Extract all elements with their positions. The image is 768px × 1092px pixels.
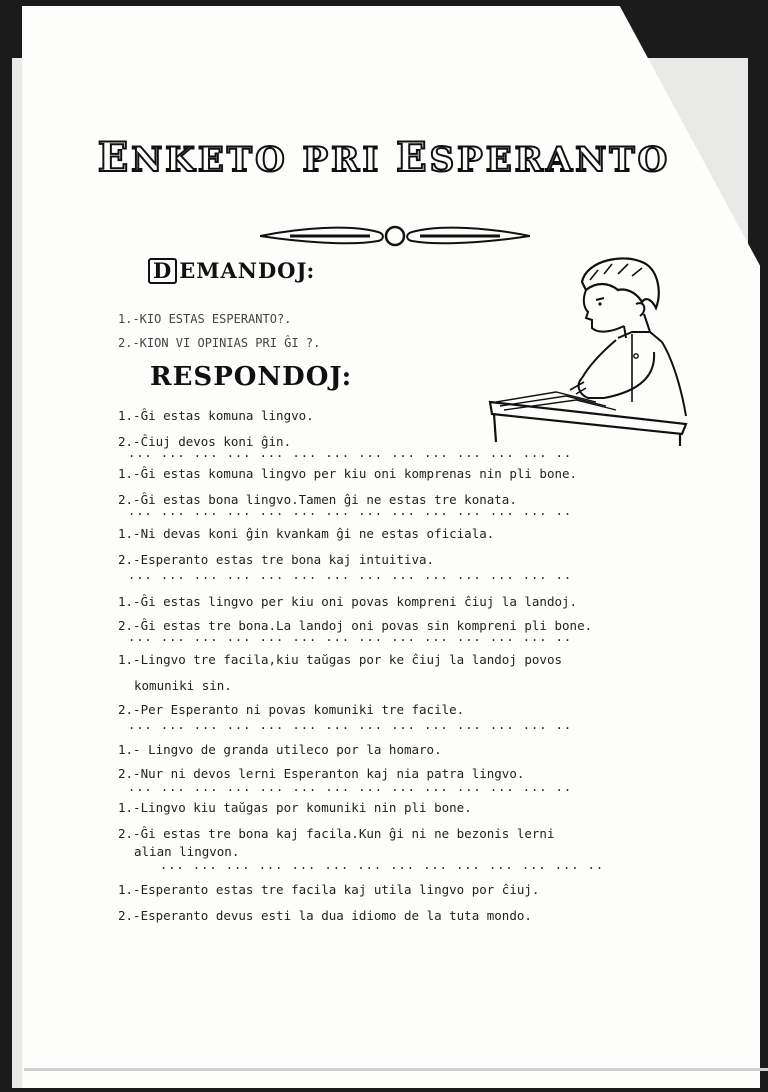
questions-heading-initial: D <box>148 258 177 284</box>
answer-line: 1.-Lingvo tre facila,kiu taŭgas por ke ĉiuj la landoj povos <box>118 652 563 667</box>
title-initial-3: E <box>396 134 430 181</box>
answer-line: 1.-Ĝi estas komuna lingvo per kiu oni komprenas nin pli bone. <box>118 466 578 481</box>
document-title <box>0 134 768 181</box>
answer-line: 2.-Esperanto devus esti la dua idiomo de la tuta mondo. <box>118 908 532 923</box>
answer-line: 1.-Ĝi estas komuna lingvo. <box>118 408 314 423</box>
dotted-separator: ... ... ... ... ... ... ... ... ... ... ... ... ... .. <box>128 630 573 644</box>
title-word-3: SPERANTO <box>429 140 671 180</box>
paper-edge <box>24 1068 768 1071</box>
answer-line: 2.-Ĝi estas bona lingvo.Tamen ĝi ne estas tre konata. <box>118 492 517 507</box>
dotted-separator: ... ... ... ... ... ... ... ... ... ... ... ... ... .. <box>160 858 605 872</box>
title-initial-1: E <box>97 134 132 181</box>
answers-heading: RESPONDOJ: <box>150 362 353 392</box>
dotted-separator: ... ... ... ... ... ... ... ... ... ... ... ... ... .. <box>128 718 573 732</box>
questions-heading <box>148 258 315 284</box>
answer-line: 2.-Ĝi estas tre bona.La landoj oni povas sin kompreni pli bone. <box>118 618 593 633</box>
title-word-2: PRI <box>302 140 382 180</box>
answer-line: 2.-Per Esperanto ni povas komuniki tre facile. <box>118 702 465 717</box>
answer-line: 1.-Esperanto estas tre facila kaj utila lingvo por ĉiuj. <box>118 882 540 897</box>
answer-line: 1.-Lingvo kiu taŭgas por komuniki nin pli bone. <box>118 800 472 815</box>
dotted-separator: ... ... ... ... ... ... ... ... ... ... ... ... ... .. <box>128 504 573 518</box>
answer-line: 1.-Ni devas koni ĝin kvankam ĝi ne estas oficiala. <box>118 526 495 541</box>
answer-line: 2.-Nur ni devos lerni Esperanton kaj nia patra lingvo. <box>118 766 525 781</box>
dotted-separator: ... ... ... ... ... ... ... ... ... ... ... ... ... .. <box>128 446 573 460</box>
question-line: 1.-KIO ESTAS ESPERANTO?. <box>118 312 292 326</box>
questions-heading-text: EMANDOJ: <box>179 258 316 283</box>
answer-line: 2.-Ĝi estas tre bona kaj facila.Kun ĝi ni ne bezonis lerni <box>118 826 555 841</box>
boy-at-desk-illustration <box>486 252 690 448</box>
answer-line: 1.- Lingvo de granda utileco por la homaro. <box>118 742 442 757</box>
answer-line: 2.-Esperanto estas tre bona kaj intuitiva. <box>118 552 435 567</box>
answer-line: 1.-Ĝi estas lingvo per kiu oni povas kompreni ĉiuj la landoj. <box>118 594 578 609</box>
question-line: 2.-KION VI OPINIAS PRI ĜI ?. <box>118 336 321 350</box>
dotted-separator: ... ... ... ... ... ... ... ... ... ... ... ... ... .. <box>128 780 573 794</box>
title-word-1: NKETO <box>131 140 288 180</box>
title-ornament <box>260 218 530 254</box>
answer-line: 2.-Ĉiuj devos koni ĝin. <box>118 434 292 449</box>
answer-line: komuniki sin. <box>134 678 232 693</box>
answer-line: alian lingvon. <box>134 844 240 859</box>
dotted-separator: ... ... ... ... ... ... ... ... ... ... ... ... ... .. <box>128 568 573 582</box>
